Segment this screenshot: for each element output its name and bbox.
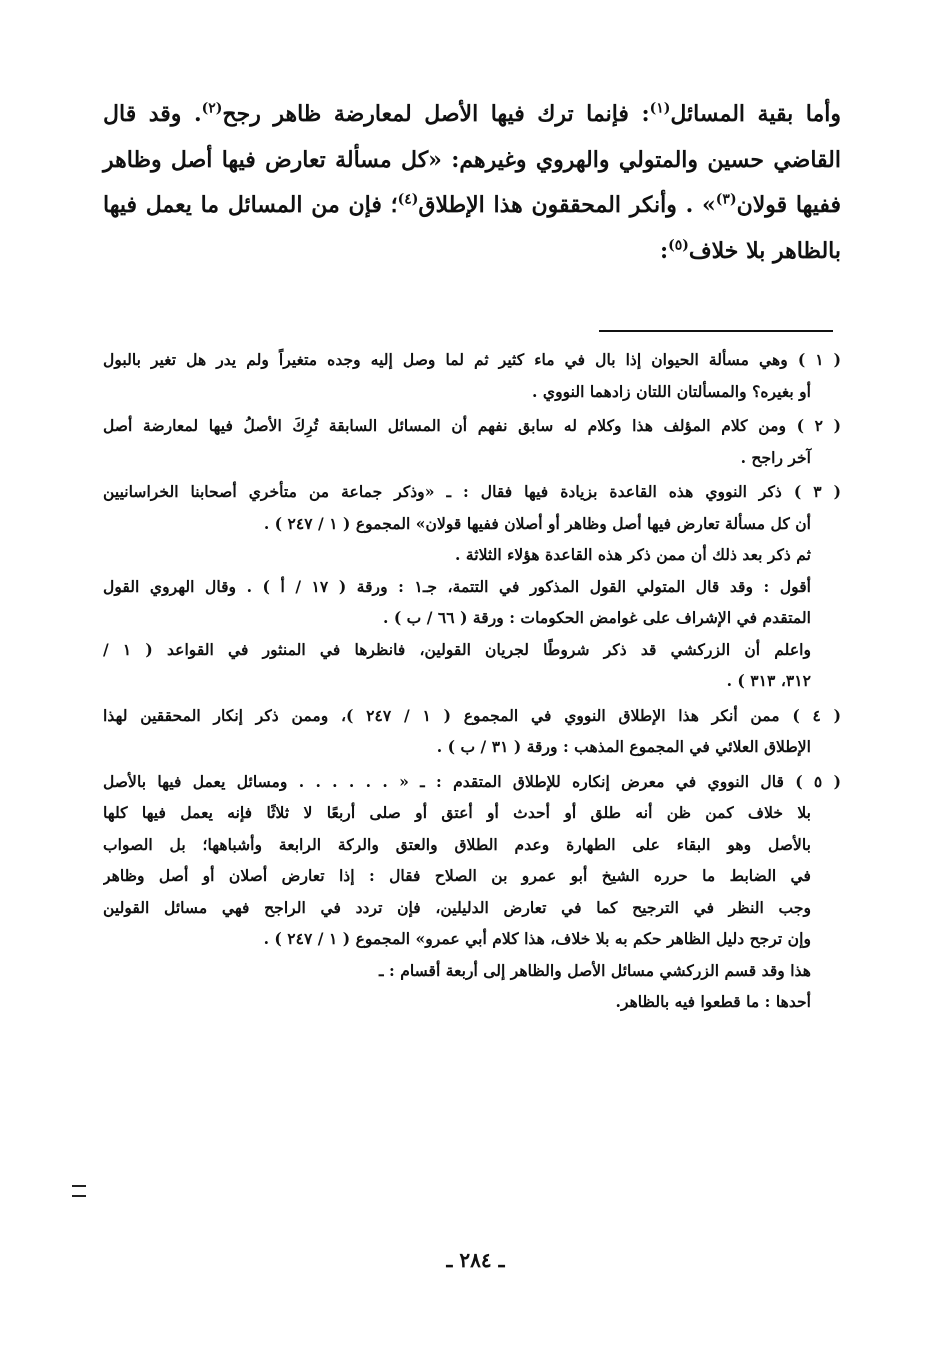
footnote-ref-4[interactable]: (٤) bbox=[397, 192, 419, 209]
footnote-line: أقول : وقد قال المتولي القول المذكور في التتمة، جـ١ : ورقة ( ١٧ / أ ) . وقال الهروي القول bbox=[103, 576, 811, 596]
footnote-ref-3[interactable]: (٣) bbox=[715, 192, 737, 209]
footnote-line: أو بغيره؟ والمسألتان اللتان زادهما النووي . bbox=[532, 381, 811, 401]
footnote-line: بالأصل وهو البقاء على الطهارة وعدم الطلاق والعتق والركة الرابعة وأشباهها؛ بل الصواب bbox=[103, 834, 811, 854]
main-paragraph bbox=[103, 92, 841, 275]
footnote-line: ( ٣ ) ذكر النووي هذه القاعدة بزيادة فيها فقال : ـ «وذكر جماعة من متأخري أصحابنا الخراسانيين bbox=[103, 482, 841, 501]
footnote-line: وجب النظر في الترجيح كما في تعارض الدليلين، فإن تردد في الراجح فهي مسائل القولين bbox=[103, 897, 811, 917]
text-segment: ؛ فإن من المسائل ما يعمل فيها بالظاهر بلا خلاف bbox=[103, 192, 841, 265]
footnote-line: الإطلاق العلائي في المجموع المذهب : ورقة ( ٣١ / ب ) . bbox=[436, 737, 811, 756]
footnote-line: ( ١ ) وهي مسألة الحيوان إذا بال في ماء كثير ثم لما وصل إليه وجده متغيراً ولم يدر هل تغير بالبول bbox=[103, 350, 841, 369]
footnotes bbox=[103, 344, 841, 1021]
footnote-3 bbox=[103, 476, 841, 697]
footnote-line: ( ٥ ) قال النووي في معرض إنكاره للإطلاق المتقدم : ـ « . . . . . . ومسائل يعمل فيها بالأصل bbox=[103, 771, 841, 791]
footnote-1 bbox=[103, 344, 841, 407]
margin-mark bbox=[72, 1185, 86, 1197]
footnote-2 bbox=[103, 410, 841, 473]
footnote-ref-1[interactable]: (١) bbox=[649, 100, 671, 117]
footnote-5 bbox=[103, 766, 841, 1018]
footnote-4 bbox=[103, 700, 841, 763]
page-number: ـ ٢٨٤ ـ bbox=[446, 1248, 505, 1272]
text-segment: : bbox=[659, 238, 669, 265]
footnote-line: بلا خلاف كمن ظن أنه طلق أو أحدث أو أعتق أو صلى أربعًا لا ثلاثًا فإنه يعمل فيها كلها bbox=[103, 803, 811, 822]
footnote-line: أحدها : ما قطعوا فيه بالظاهر. bbox=[615, 992, 811, 1011]
footnote-ref-5[interactable]: (٥) bbox=[668, 237, 689, 254]
text-segment: . وقد قال القاضي حسين والمتولي والهروي وغيرهم: «كل مسألة تعارض فيها أصل وظاهر ففيها قولان bbox=[103, 101, 842, 219]
footnote-line: هذا وقد قسم الزركشي مسائل الأصل والظاهر إلى أربعة أقسام : ـ bbox=[379, 960, 811, 980]
footnote-line: ( ٢ ) ومن كلام المؤلف هذا وكلام له سابق نفهم أن المسائل السابقة تُرِكَ الأصلُ فيها لمعارضة أصل bbox=[103, 416, 841, 435]
text-segment: : فإنما ترك فيها الأصل لمعارضة ظاهر رجح bbox=[222, 101, 650, 127]
footnote-line: ٣١٢، ٣١٣ ) . bbox=[726, 671, 811, 690]
footnote-line: المتقدم في الإشراف على غوامض الحكومات : ورقة ( ٦٦ / ب ) . bbox=[383, 608, 811, 627]
footnote-ref-2[interactable]: (٢) bbox=[201, 100, 223, 117]
main-text bbox=[103, 92, 841, 275]
footnote-line: واعلم أن الزركشي قد ذكر شروطًا لجريان القولين، فانظرها في المنثور في القواعد ( ١ / bbox=[103, 639, 812, 659]
text-segment: » . وأنكر المحققون هذا الإطلاق bbox=[418, 192, 716, 219]
text-segment: وأما بقية المسائل bbox=[670, 101, 841, 127]
footnote-line: أن كل مسألة تعارض فيها أصل وظاهر أو أصلان ففيها قولان» المجموع ( ١ / ٢٤٧ ) . bbox=[263, 513, 811, 533]
footnote-line: وإن ترجح دليل الظاهر حكم به بلا خلاف، هذا كلام أبي عمرو» المجموع ( ١ / ٢٤٧ ) . bbox=[263, 929, 811, 948]
footnote-separator bbox=[599, 330, 833, 332]
footnote-line: ( ٤ ) ممن أنكر هذا الإطلاق النووي في المجموع ( ١ / ٢٤٧ )، وممن ذكر إنكار المحققين لهذا bbox=[103, 705, 841, 725]
footnote-line: في الضابط ما حرره الشيخ أبو عمرو بن الصلاح فقال : إذا تعارض أصلان أو أصل وظاهر bbox=[103, 866, 811, 885]
footnote-line: ثم ذكر بعد ذلك أن ممن ذكر هذه القاعدة هؤلاء الثلاثة . bbox=[455, 545, 811, 564]
footnote-line: آخر راجح . bbox=[740, 447, 811, 467]
